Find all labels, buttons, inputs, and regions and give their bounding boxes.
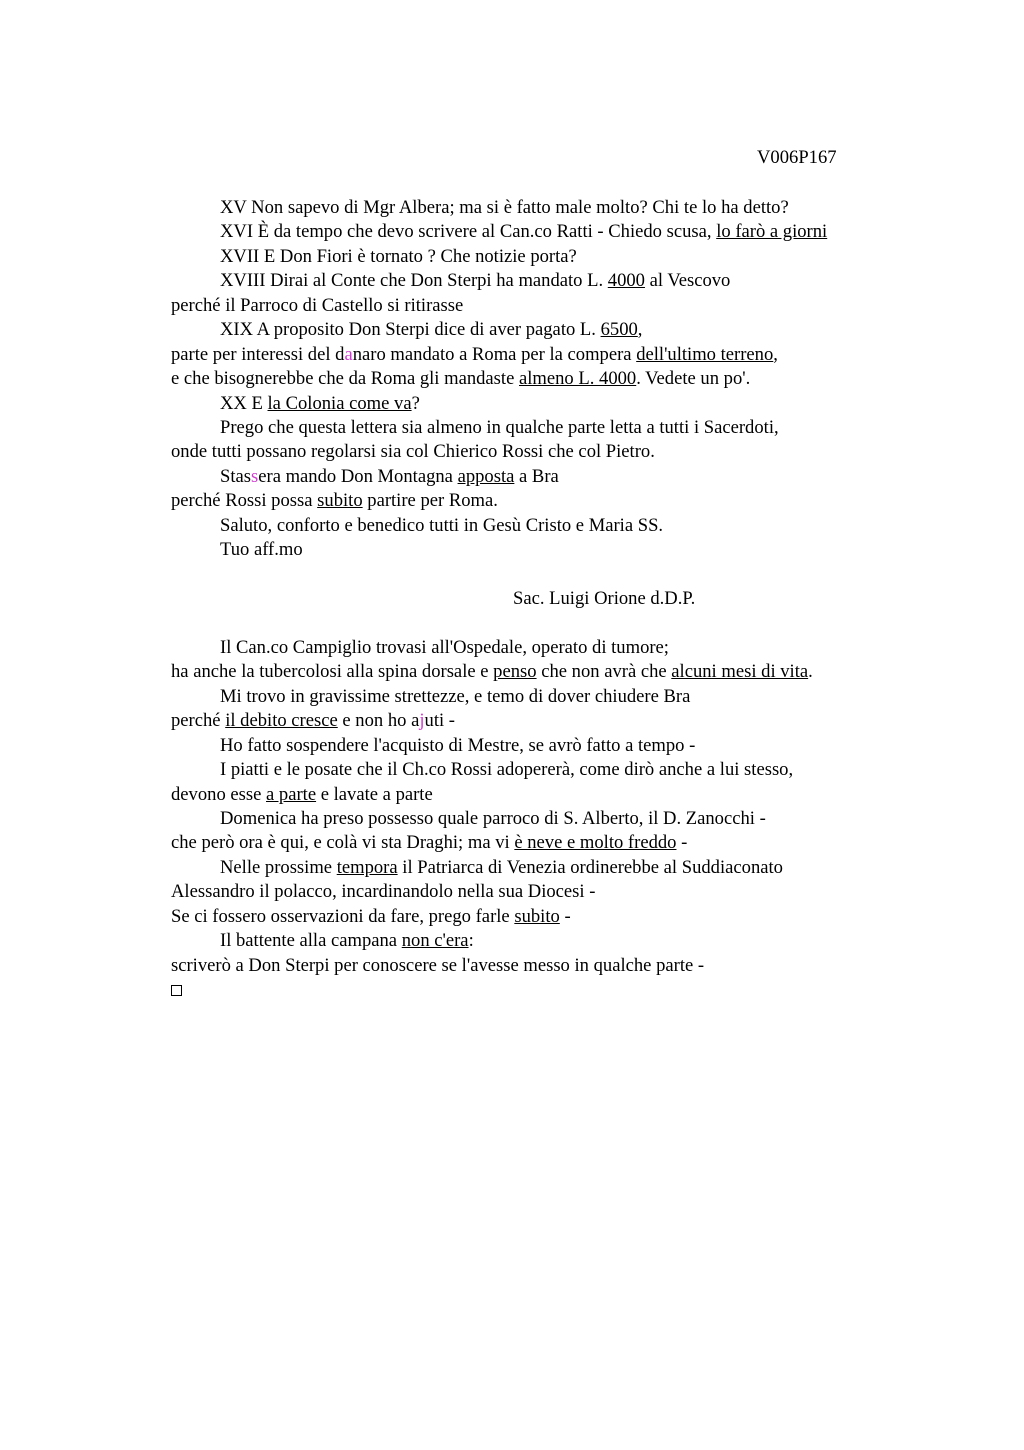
text-line xyxy=(171,489,931,513)
text-run: I piatti e le posate che il Ch.co Rossi adopererà, come dirò anche a lui stesso, xyxy=(220,759,794,781)
text-run: era mando Don Montagna xyxy=(258,465,458,487)
text-run: perché Rossi possa xyxy=(171,490,318,512)
text-run: Ho fatto sospendere l'acquisto di Mestre, se avrò fatto a tempo - xyxy=(220,734,696,756)
text-run: XVIII Dirai al Conte che Don Sterpi ha mandato L. xyxy=(220,270,608,292)
text-line xyxy=(171,220,931,244)
text-line xyxy=(171,709,931,733)
text-run: - xyxy=(676,832,688,854)
text-run: , xyxy=(637,319,643,341)
letter-main-lines xyxy=(171,196,931,563)
text-run: Il battente alla campana xyxy=(220,930,402,952)
text-run: Se ci fossero osservazioni da fare, prego farle xyxy=(171,905,515,927)
text-run: e non ho a xyxy=(337,710,420,732)
text-run: perché xyxy=(171,710,226,732)
text-run: perché il Parroco di Castello si ritirasse xyxy=(171,294,464,316)
text-line xyxy=(171,856,931,880)
text-run: scriverò a Don Sterpi per conoscere se l'avesse messo in qualche parte - xyxy=(171,954,705,976)
text-run: Prego che questa lettera sia almeno in qualche parte letta a tutti i Sacerdoti, xyxy=(220,416,779,438)
text-run: Tuo aff.mo xyxy=(220,539,303,561)
highlighted-letter: s xyxy=(251,465,259,487)
text-run: . xyxy=(808,661,813,683)
letter-body xyxy=(171,196,931,1002)
highlighted-letter: a xyxy=(344,343,353,365)
underlined-text: il debito cresce xyxy=(225,710,338,732)
text-line xyxy=(171,905,931,929)
text-line xyxy=(171,807,931,831)
text-line xyxy=(171,685,931,709)
text-run: al Vescovo xyxy=(644,270,731,292)
spacer xyxy=(171,611,931,635)
text-line xyxy=(171,416,931,440)
text-line xyxy=(171,734,931,758)
underlined-text: è neve e molto freddo xyxy=(514,832,677,854)
text-run: a Bra xyxy=(514,465,559,487)
text-line xyxy=(171,880,931,904)
text-run: - xyxy=(559,905,571,927)
text-run: Domenica ha preso possesso quale parroco di S. Alberto, il D. Zanocchi - xyxy=(220,807,766,829)
text-line xyxy=(171,440,931,464)
end-marker xyxy=(171,978,931,1002)
text-run: parte per interessi del d xyxy=(171,343,345,365)
text-run: XIX A proposito Don Sterpi dice di aver pagato L. xyxy=(220,319,601,341)
text-run: partire per Roma. xyxy=(362,490,498,512)
signature: Sac. Luigi Orione d.D.P. xyxy=(513,588,696,609)
text-run: uti - xyxy=(424,710,455,732)
text-run: Saluto, conforto e benedico tutti in Gesù Cristo e Maria SS. xyxy=(220,514,664,536)
text-line xyxy=(171,954,931,978)
text-line xyxy=(171,343,931,367)
text-line xyxy=(171,367,931,391)
text-line xyxy=(171,269,931,293)
underlined-text: la Colonia come va xyxy=(267,392,412,414)
underlined-text: penso xyxy=(493,661,537,683)
text-run: Il Can.co Campiglio trovasi all'Ospedale, operato di tumore; xyxy=(220,636,669,658)
text-line xyxy=(171,465,931,489)
underlined-text: subito xyxy=(514,905,560,927)
underlined-text: dell'ultimo terreno xyxy=(636,343,774,365)
text-run: ha anche la tubercolosi alla spina dorsale e xyxy=(171,661,494,683)
text-line xyxy=(171,538,931,562)
text-line xyxy=(171,758,931,782)
text-run: Nelle prossime xyxy=(220,856,337,878)
spacer xyxy=(171,563,931,587)
text-line xyxy=(171,245,931,269)
text-run: XVI È da tempo che devo scrivere al Can.co Ratti - Chiedo scusa, xyxy=(220,221,717,243)
underlined-text: subito xyxy=(317,490,363,512)
text-run: : xyxy=(468,930,474,952)
underlined-text: lo farò a giorni xyxy=(716,221,828,243)
underlined-text: tempora xyxy=(336,856,398,878)
text-line xyxy=(171,636,931,660)
text-run: ? xyxy=(411,392,420,414)
underlined-text: almeno L. 4000 xyxy=(519,368,637,390)
text-line xyxy=(171,660,931,684)
underlined-text: a parte xyxy=(266,783,317,805)
text-run: naro mandato a Roma per la compera xyxy=(352,343,637,365)
text-run: Mi trovo in gravissime strettezze, e temo di dover chiudere Bra xyxy=(220,685,691,707)
text-run: XV Non sapevo di Mgr Albera; ma si è fatto male molto? Chi te lo ha detto? xyxy=(220,197,789,218)
text-run: XX E xyxy=(220,392,268,414)
text-run: , xyxy=(773,343,778,365)
text-run: e che bisognerebbe che da Roma gli mandaste xyxy=(171,368,519,390)
text-run: XVII E Don Fiori è tornato ? Che notizie porta? xyxy=(220,245,577,267)
text-run: Alessandro il polacco, incardinandolo nella sua Diocesi - xyxy=(171,881,596,903)
text-run: onde tutti possano regolarsi sia col Chierico Rossi che col Pietro. xyxy=(171,441,655,463)
text-line xyxy=(171,294,931,318)
text-line xyxy=(171,392,931,416)
text-run: che non avrà che xyxy=(536,661,672,683)
text-line xyxy=(171,318,931,342)
text-run: che però ora è qui, e colà vi sta Draghi; ma vi xyxy=(171,832,515,854)
text-run: Stas xyxy=(220,465,251,487)
text-run: . Vedete un po'. xyxy=(636,368,751,390)
underlined-text: 6500 xyxy=(600,319,638,341)
text-run: il Patriarca di Venezia ordinerebbe al Suddiaconato xyxy=(397,856,783,878)
underlined-text: apposta xyxy=(457,465,515,487)
text-line xyxy=(171,196,931,220)
text-run: devono esse xyxy=(171,783,267,805)
text-line xyxy=(171,514,931,538)
postscript-lines xyxy=(171,636,931,978)
page-id: V006P167 xyxy=(757,147,837,168)
end-box-icon xyxy=(171,985,182,996)
underlined-text: alcuni mesi di vita xyxy=(671,661,809,683)
highlighted-letter: j xyxy=(419,710,425,732)
text-line xyxy=(171,783,931,807)
text-line xyxy=(171,831,931,855)
underlined-text: non c'era xyxy=(401,930,469,952)
underlined-text: 4000 xyxy=(607,270,645,292)
text-line xyxy=(171,929,931,953)
text-run: e lavate a parte xyxy=(316,783,433,805)
